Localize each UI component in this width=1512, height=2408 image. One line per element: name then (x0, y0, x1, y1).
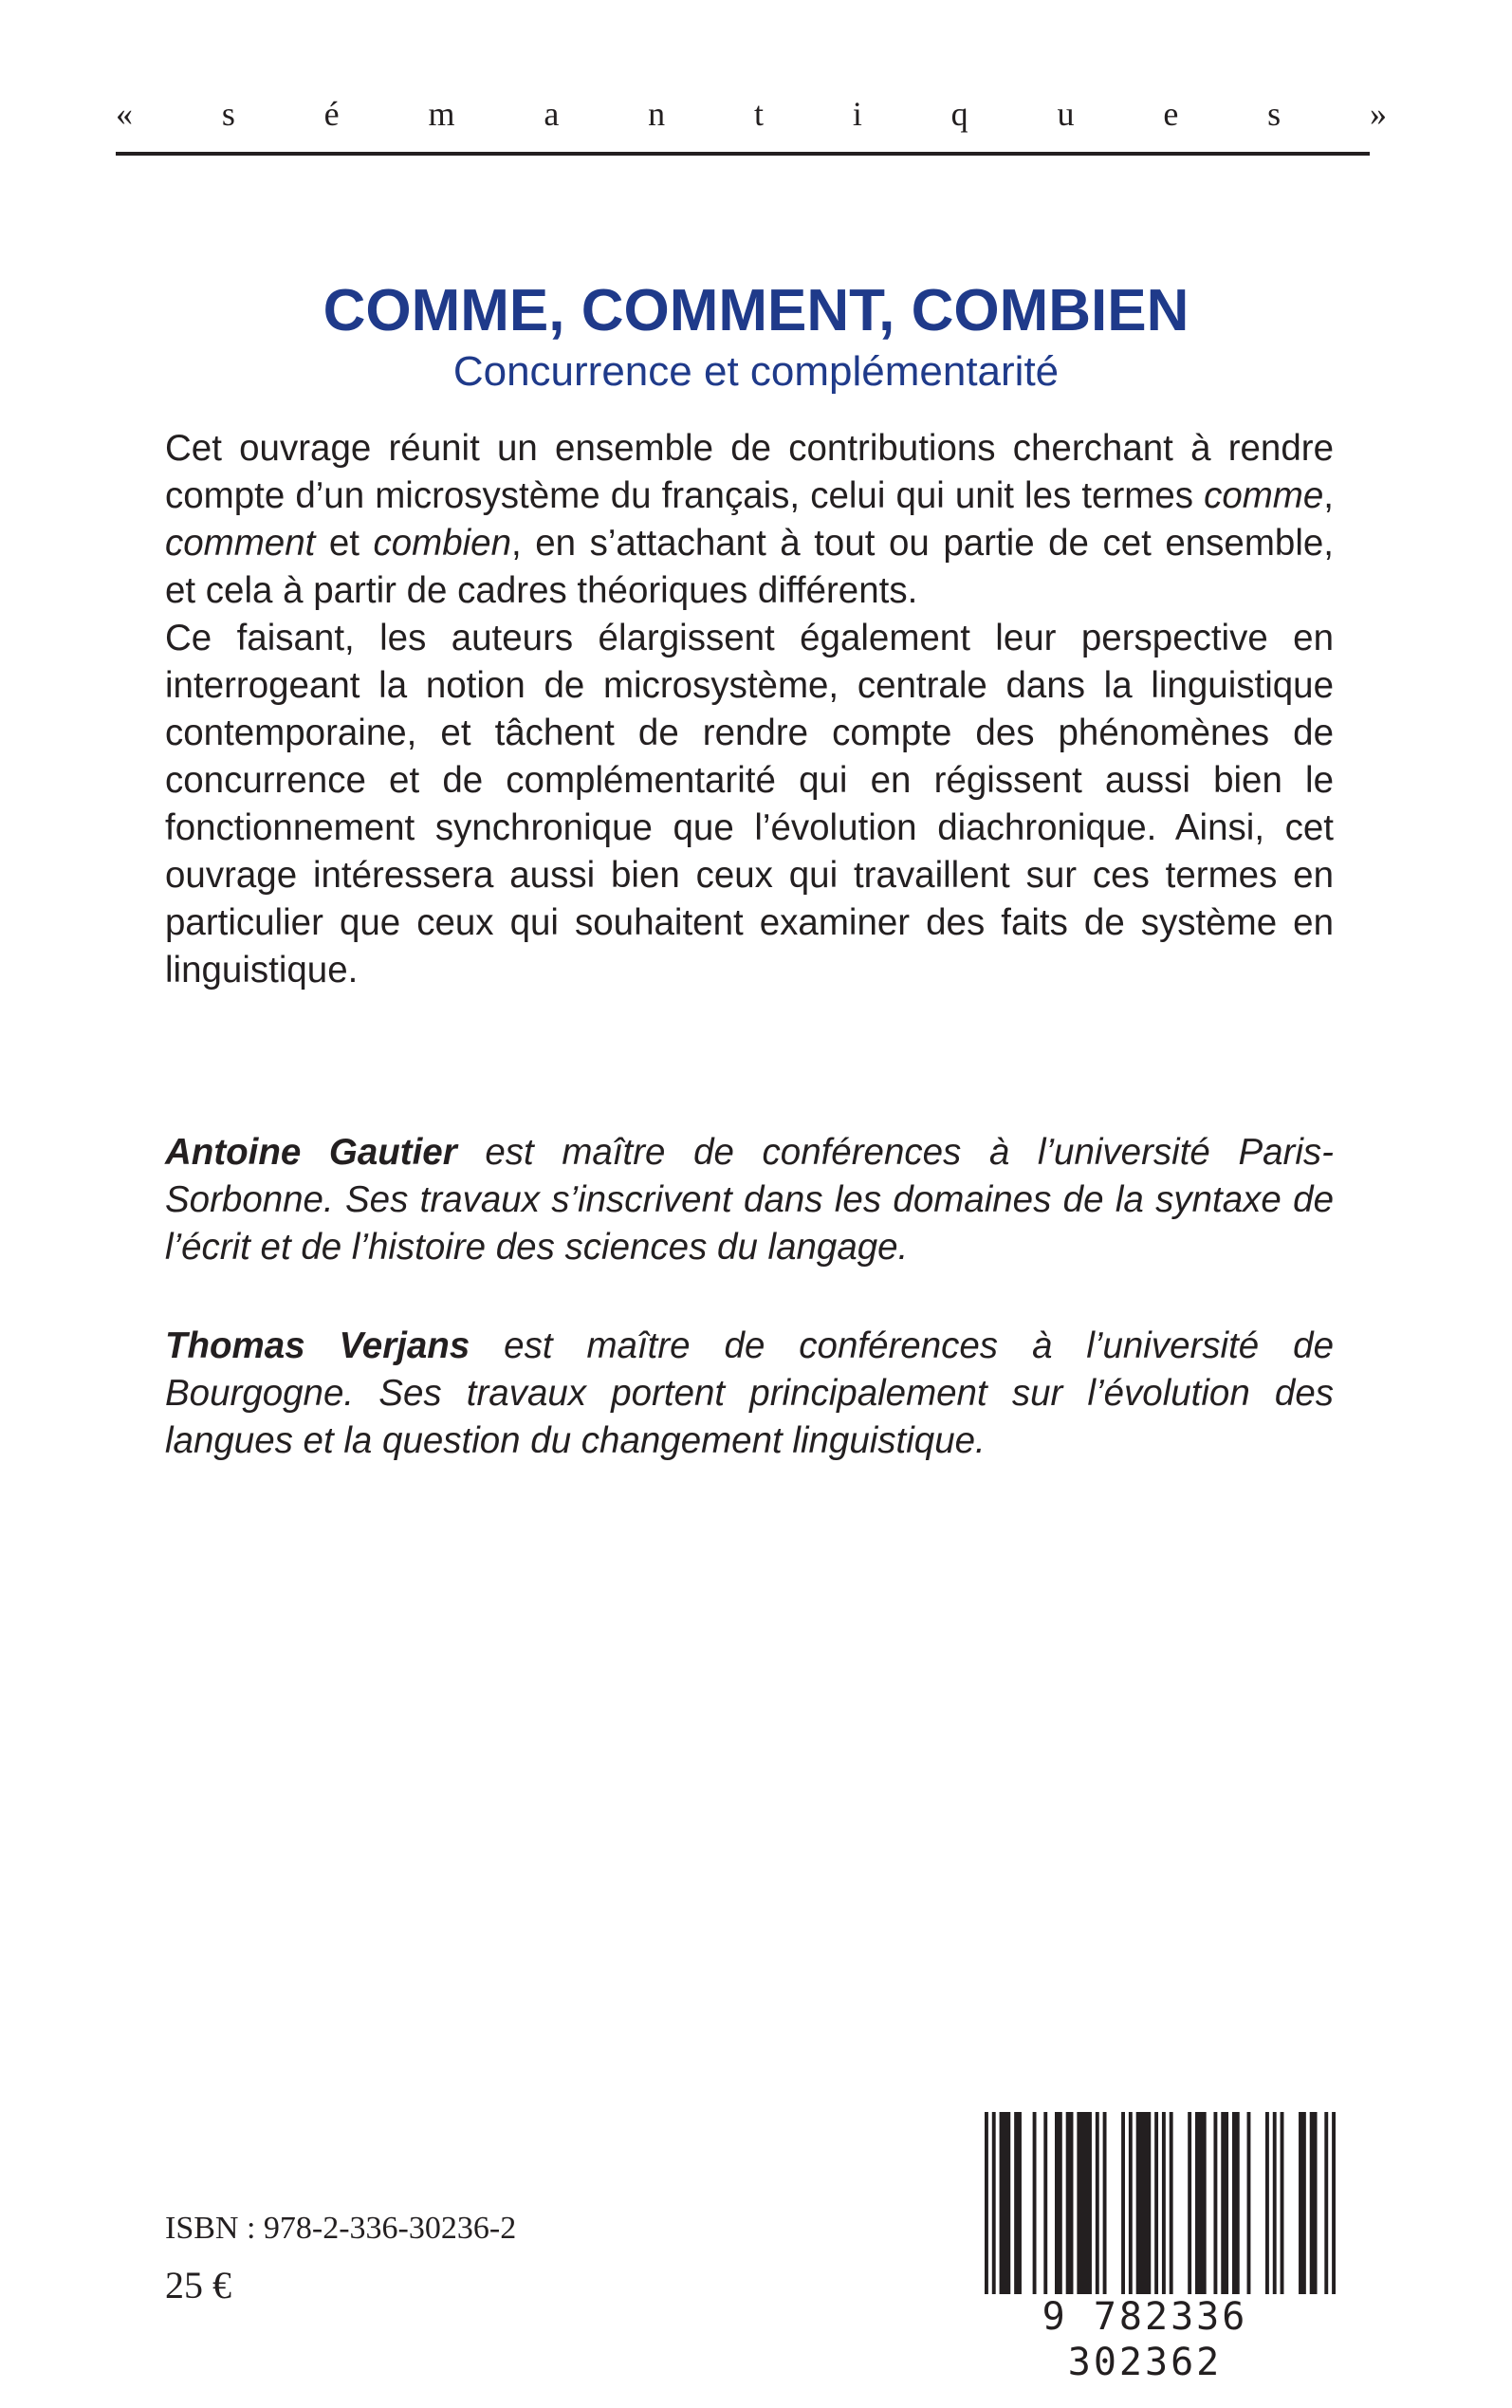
barcode-bar (1033, 2112, 1037, 2294)
series-letter: s (1267, 95, 1282, 133)
description-separator: , (1323, 475, 1334, 516)
barcode-bar (1273, 2112, 1277, 2294)
description-text: Cet ouvrage réunit un ensemble de contributions cherchant à rendre compte d’un microsystème du français, celui qui unit les termes (165, 428, 1334, 516)
barcode-bar (1195, 2112, 1207, 2294)
description-paragraph-1 (165, 425, 1334, 615)
series-letter: u (1057, 95, 1075, 133)
series-letter: é (323, 95, 340, 133)
barcode (985, 2112, 1336, 2307)
barcode-bar (1055, 2112, 1062, 2294)
series-letter: i (852, 95, 862, 133)
series-letter: s (221, 95, 235, 133)
description-separator: et (315, 523, 374, 564)
barcode-bar (1043, 2112, 1047, 2294)
barcode-bar (1000, 2112, 1011, 2294)
barcode-bar (1281, 2112, 1284, 2294)
barcode-bar (1188, 2112, 1191, 2294)
description-text: , en s’attachant à tout ou partie de cet ensemble, et cela à partir de cadres théoriques différents. (165, 523, 1334, 611)
book-title: COMME, COMMENT, COMBIEN (323, 278, 1189, 343)
barcode-bar (1162, 2112, 1166, 2307)
series-letter: q (950, 95, 968, 133)
book-description (165, 425, 1334, 994)
barcode-bar (1299, 2112, 1306, 2294)
author-bio-text: est maître de conférences à l’université Paris-Sorbonne. Ses travaux s’inscrivent dans les domaines de la syntaxe de l’écrit et de l’histoire des sciences du langage. (165, 1132, 1334, 1268)
author-name: Thomas Verjans (165, 1325, 470, 1366)
barcode-bar (1324, 2112, 1328, 2307)
series-letter: t (753, 95, 764, 133)
term-comme: comme (1204, 475, 1324, 516)
author-bio (165, 1129, 1334, 1271)
isbn: ISBN : 978-2-336-30236-2 (165, 2211, 517, 2246)
series-letter: a (544, 95, 560, 133)
barcode-bar (1014, 2112, 1022, 2294)
series-close-quote: » (1369, 95, 1387, 133)
header-rule (116, 152, 1370, 156)
barcode-bar (1103, 2112, 1107, 2294)
author-bio (165, 1323, 1334, 1465)
barcode-bar (1066, 2112, 1074, 2294)
author-name: Antoine Gautier (165, 1132, 457, 1173)
description-paragraph-2: Ce faisant, les auteurs élargissent également leur perspective en interrogeant la notion de microsystème, centrale dans la linguistique contemporaine, et tâchent de rendre compte des phénomènes de concurrence et de complémentarité qui en régissent aussi bien le fonctionnement synchronique que l’évolution diachronique. Ainsi, cet ouvrage intéressera aussi bien ceux qui travaillent sur ces termes en particulier que ceux qui souhaitent examiner des faits de système en linguistique. (165, 618, 1334, 991)
barcode-bar (1121, 2112, 1125, 2294)
barcode-bar (1136, 2112, 1152, 2294)
author-bio-text: est maître de conférences à l’université de Bourgogne. Ses travaux portent principalement sur l’évolution des langues et la question du changement linguistique. (165, 1325, 1334, 1461)
series-letter: n (648, 95, 666, 133)
barcode-bar (1232, 2112, 1240, 2294)
barcode-bar (1129, 2112, 1133, 2294)
barcode-bar (985, 2112, 988, 2307)
barcode-bar (1265, 2112, 1269, 2294)
term-comment: comment (165, 523, 316, 564)
barcode-bar (1332, 2112, 1336, 2307)
barcode-bars (985, 2112, 1336, 2307)
barcode-bar (992, 2112, 996, 2307)
barcode-bar (1310, 2112, 1318, 2294)
barcode-bar (1077, 2112, 1092, 2294)
barcode-digits: 9 782336 302362 (954, 2294, 1336, 2385)
price: 25 € (165, 2264, 231, 2306)
barcode-bar (1221, 2112, 1228, 2294)
series-open-quote: « (116, 95, 133, 133)
barcode-bar (1247, 2112, 1251, 2294)
barcode-bar (1154, 2112, 1158, 2307)
series-letter: e (1163, 95, 1179, 133)
book-subtitle: Concurrence et complémentarité (452, 348, 1060, 395)
barcode-bar (1213, 2112, 1217, 2294)
series-header (116, 93, 1387, 135)
barcode-bar (1096, 2112, 1099, 2294)
series-letter: m (428, 95, 455, 133)
barcode-bar (1170, 2112, 1173, 2294)
term-combien: combien (373, 523, 512, 564)
